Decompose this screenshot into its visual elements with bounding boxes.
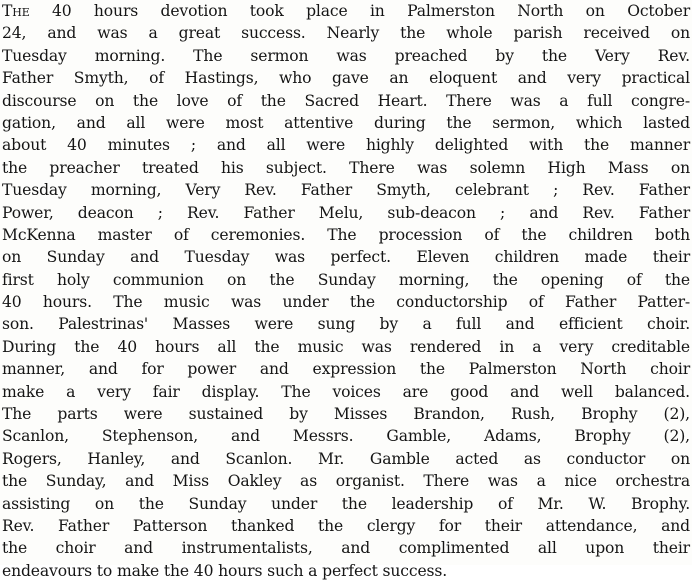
article-line-8: the preacher treated his subject. There was solemn High Mass on — [2, 158, 690, 177]
article-line-21: Rogers, Hanley, and Scanlon. Mr. Gamble acted as conductor on — [2, 449, 690, 468]
article-line-3: Tuesday morning. The sermon was preached by the Very Rev. — [2, 46, 690, 65]
article-line-11: McKenna master of ceremonies. The procession of the children both — [2, 225, 690, 244]
article-line-25: the choir and instrumentalists, and complimented all upon their — [2, 539, 690, 558]
article-line-9: Tuesday morning, Very Rev. Father Smyth, celebrant ; Rev. Father — [2, 181, 690, 200]
article-line-14: 40 hours. The music was under the conductorship of Father Patter- — [2, 293, 690, 312]
article-line-15: son. Palestrinas' Masses were sung by a full and efficient choir. — [2, 315, 690, 334]
article-line-16: During the 40 hours all the music was rendered in a very creditable — [2, 337, 690, 356]
article-line-12: on Sunday and Tuesday was perfect. Eleven children made their — [2, 248, 690, 267]
article-body — [2, 0, 690, 582]
article-line-6: gation, and all were most attentive during the sermon, which lasted — [2, 113, 690, 132]
article-line-22: the Sunday, and Miss Oakley as organist. There was a nice orchestra — [2, 472, 690, 491]
article-lead-word: The — [2, 2, 30, 20]
article-line-10: Power, deacon ; Rev. Father Melu, sub-deacon ; and Rev. Father — [2, 203, 690, 222]
article-line-4: Father Smyth, of Hastings, who gave an eloquent and very practical — [2, 69, 690, 88]
article-line-19: The parts were sustained by Misses Brandon, Rush, Brophy (2), — [2, 405, 690, 424]
article-line-26: endeavours to make the 40 hours such a perfect success. — [2, 561, 448, 580]
article-line-24: Rev. Father Patterson thanked the clergy for their attendance, and — [2, 516, 690, 535]
article-line-20: Scanlon, Stephenson, and Messrs. Gamble, Adams, Brophy (2), — [2, 427, 690, 446]
article-line-7: about 40 minutes ; and all were highly delighted with the manner — [2, 136, 690, 155]
article-line-18: make a very fair display. The voices are good and well balanced. — [2, 382, 690, 401]
article-line-5: discourse on the love of the Sacred Heart. There was a full congre- — [2, 91, 690, 110]
article-line-23: assisting on the Sunday under the leadership of Mr. W. Brophy. — [2, 494, 690, 513]
article-line-17: manner, and for power and expression the Palmerston North choir — [2, 360, 690, 379]
article-line-2: 24, and was a great success. Nearly the whole parish received on — [2, 24, 690, 43]
article-line-1 — [2, 0, 690, 22]
article-line-1-text: 40 hours devotion took place in Palmerston North on October — [29, 2, 690, 20]
article-line-13: first holy communion on the Sunday morning, the opening of the — [2, 270, 690, 289]
